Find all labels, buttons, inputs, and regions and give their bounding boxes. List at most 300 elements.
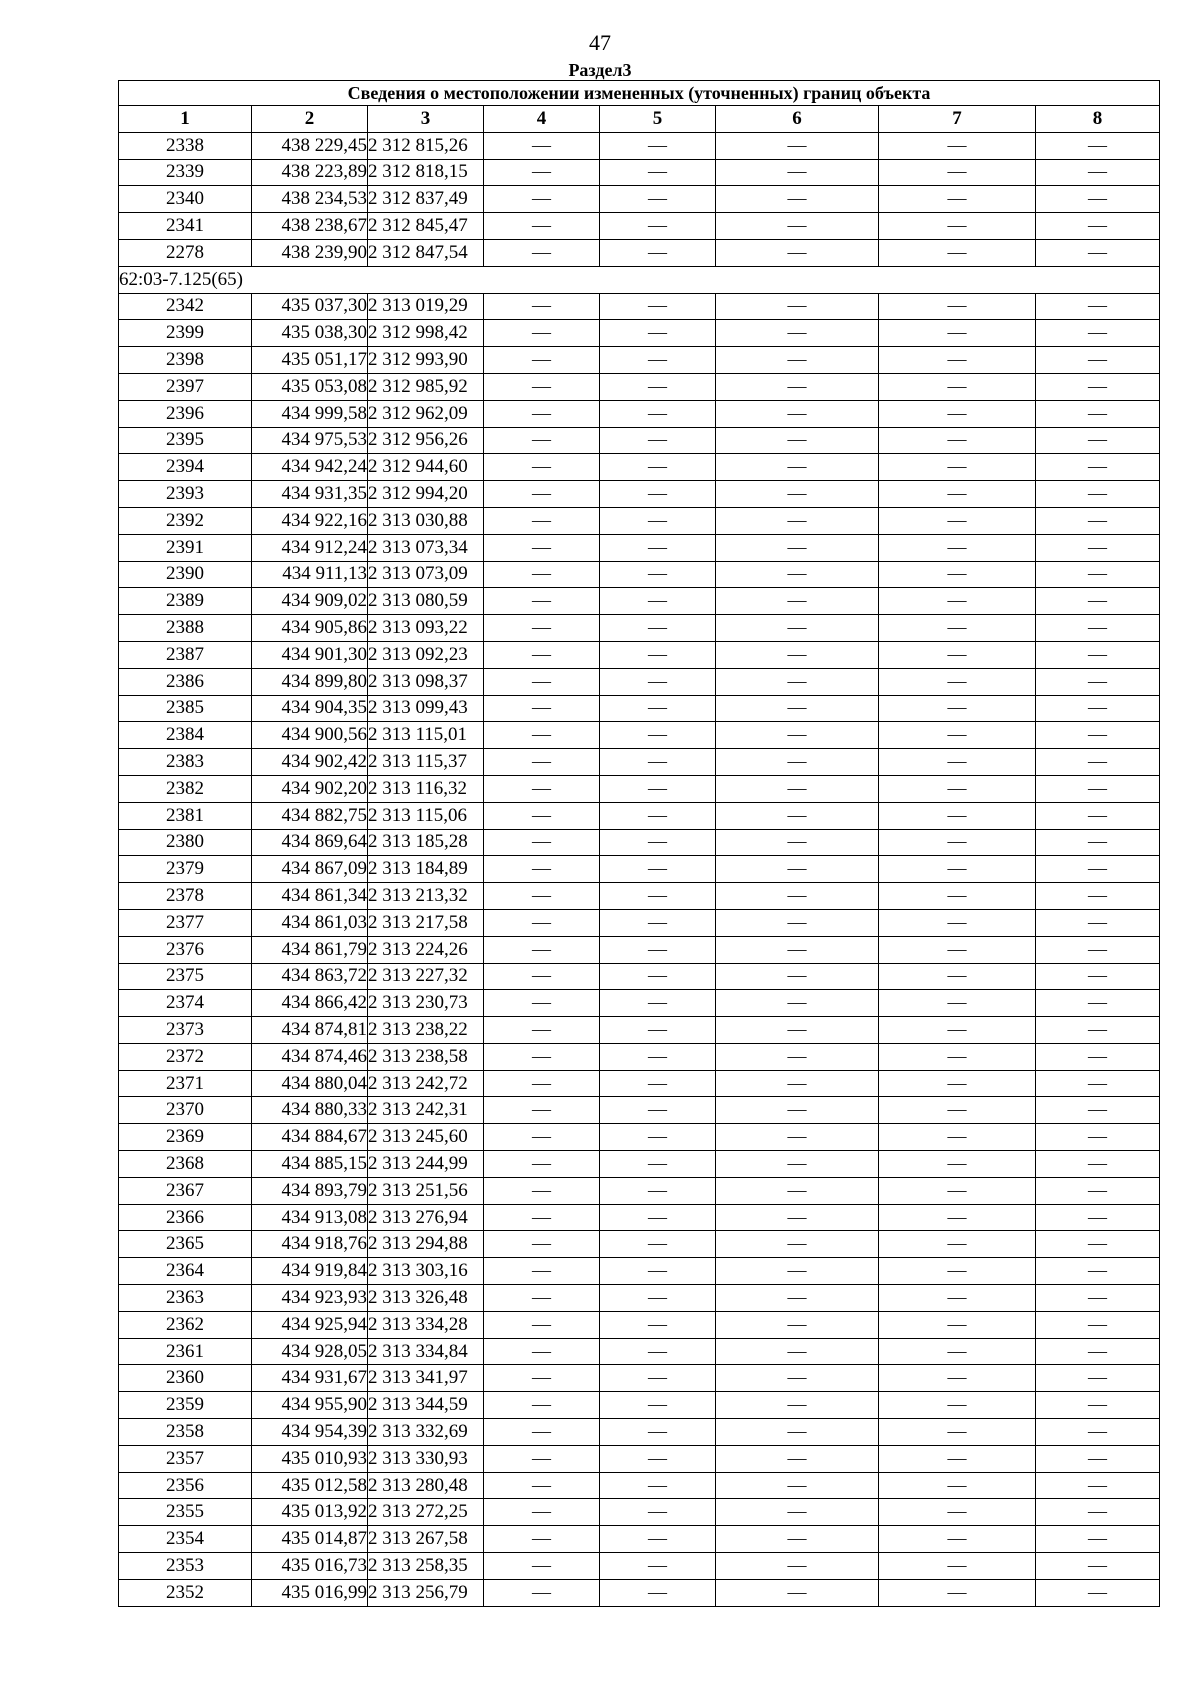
empty-cell: — bbox=[600, 320, 716, 347]
empty-cell: — bbox=[600, 347, 716, 374]
empty-cell: — bbox=[716, 534, 879, 561]
empty-cell: — bbox=[600, 400, 716, 427]
coordinate-x: 434 909,02 bbox=[252, 588, 368, 615]
empty-cell: — bbox=[484, 1177, 600, 1204]
coordinate-y: 2 312 994,20 bbox=[368, 481, 484, 508]
empty-cell: — bbox=[879, 347, 1036, 374]
empty-cell: — bbox=[600, 1392, 716, 1419]
point-number: 2380 bbox=[119, 829, 252, 856]
point-number: 2339 bbox=[119, 159, 252, 186]
coordinate-x: 438 223,89 bbox=[252, 159, 368, 186]
coordinate-x: 434 893,79 bbox=[252, 1177, 368, 1204]
table-row bbox=[119, 159, 1160, 186]
point-number: 2398 bbox=[119, 347, 252, 374]
coordinate-x: 434 902,42 bbox=[252, 749, 368, 776]
coordinate-y: 2 313 115,01 bbox=[368, 722, 484, 749]
empty-cell: — bbox=[600, 1070, 716, 1097]
empty-cell: — bbox=[716, 1231, 879, 1258]
empty-cell: — bbox=[600, 1579, 716, 1606]
empty-cell: — bbox=[879, 1285, 1036, 1312]
coordinate-y: 2 313 245,60 bbox=[368, 1124, 484, 1151]
table-row bbox=[119, 1097, 1160, 1124]
empty-cell: — bbox=[484, 588, 600, 615]
empty-cell: — bbox=[600, 427, 716, 454]
coordinate-x: 434 931,35 bbox=[252, 481, 368, 508]
point-number: 2352 bbox=[119, 1579, 252, 1606]
empty-cell: — bbox=[600, 1526, 716, 1553]
empty-cell: — bbox=[716, 802, 879, 829]
empty-cell: — bbox=[716, 1285, 879, 1312]
empty-cell: — bbox=[484, 1285, 600, 1312]
empty-cell: — bbox=[1036, 722, 1160, 749]
table-row bbox=[119, 829, 1160, 856]
coordinate-x: 435 051,17 bbox=[252, 347, 368, 374]
empty-cell: — bbox=[716, 963, 879, 990]
empty-cell: — bbox=[1036, 1231, 1160, 1258]
point-number: 2366 bbox=[119, 1204, 252, 1231]
empty-cell: — bbox=[716, 909, 879, 936]
empty-cell: — bbox=[879, 1151, 1036, 1178]
empty-cell: — bbox=[879, 775, 1036, 802]
empty-cell: — bbox=[600, 1499, 716, 1526]
coordinate-y: 2 313 267,58 bbox=[368, 1526, 484, 1553]
empty-cell: — bbox=[879, 1419, 1036, 1446]
coordinate-y: 2 313 116,32 bbox=[368, 775, 484, 802]
empty-cell: — bbox=[879, 856, 1036, 883]
coordinate-y: 2 313 244,99 bbox=[368, 1151, 484, 1178]
empty-cell: — bbox=[600, 1017, 716, 1044]
table-row bbox=[119, 454, 1160, 481]
empty-cell: — bbox=[1036, 239, 1160, 266]
table-row bbox=[119, 1499, 1160, 1526]
column-header-6: 6 bbox=[716, 106, 879, 133]
empty-cell: — bbox=[484, 186, 600, 213]
empty-cell: — bbox=[600, 1365, 716, 1392]
table-row bbox=[119, 1258, 1160, 1285]
coordinate-x: 434 882,75 bbox=[252, 802, 368, 829]
point-number: 2364 bbox=[119, 1258, 252, 1285]
coordinate-y: 2 312 993,90 bbox=[368, 347, 484, 374]
coordinate-y: 2 312 998,42 bbox=[368, 320, 484, 347]
empty-cell: — bbox=[600, 1445, 716, 1472]
coordinate-y: 2 313 256,79 bbox=[368, 1579, 484, 1606]
table-row bbox=[119, 347, 1160, 374]
empty-cell: — bbox=[1036, 1017, 1160, 1044]
table-row bbox=[119, 1579, 1160, 1606]
empty-cell: — bbox=[879, 588, 1036, 615]
column-header-7: 7 bbox=[879, 106, 1036, 133]
empty-cell: — bbox=[484, 883, 600, 910]
coordinate-x: 438 238,67 bbox=[252, 213, 368, 240]
coordinate-x: 435 016,73 bbox=[252, 1553, 368, 1580]
empty-cell: — bbox=[600, 186, 716, 213]
empty-cell: — bbox=[1036, 1124, 1160, 1151]
coordinate-y: 2 313 326,48 bbox=[368, 1285, 484, 1312]
empty-cell: — bbox=[600, 1097, 716, 1124]
empty-cell: — bbox=[600, 588, 716, 615]
point-number: 2390 bbox=[119, 561, 252, 588]
coordinate-x: 435 010,93 bbox=[252, 1445, 368, 1472]
empty-cell: — bbox=[879, 1043, 1036, 1070]
coordinate-y: 2 313 242,72 bbox=[368, 1070, 484, 1097]
empty-cell: — bbox=[879, 1365, 1036, 1392]
empty-cell: — bbox=[879, 186, 1036, 213]
empty-cell: — bbox=[484, 1579, 600, 1606]
empty-cell: — bbox=[1036, 1204, 1160, 1231]
coordinate-x: 434 999,58 bbox=[252, 400, 368, 427]
empty-cell: — bbox=[484, 1338, 600, 1365]
point-number: 2340 bbox=[119, 186, 252, 213]
empty-cell: — bbox=[1036, 775, 1160, 802]
empty-cell: — bbox=[879, 1553, 1036, 1580]
coordinate-y: 2 313 251,56 bbox=[368, 1177, 484, 1204]
empty-cell: — bbox=[484, 1043, 600, 1070]
empty-cell: — bbox=[716, 1177, 879, 1204]
empty-cell: — bbox=[600, 829, 716, 856]
point-number: 2392 bbox=[119, 507, 252, 534]
coordinate-y: 2 313 280,48 bbox=[368, 1472, 484, 1499]
table-row bbox=[119, 802, 1160, 829]
coordinate-x: 434 928,05 bbox=[252, 1338, 368, 1365]
empty-cell: — bbox=[716, 213, 879, 240]
empty-cell: — bbox=[716, 775, 879, 802]
empty-cell: — bbox=[1036, 132, 1160, 159]
coordinate-x: 434 869,64 bbox=[252, 829, 368, 856]
empty-cell: — bbox=[879, 213, 1036, 240]
empty-cell: — bbox=[1036, 1365, 1160, 1392]
point-number: 2359 bbox=[119, 1392, 252, 1419]
column-header-4: 4 bbox=[484, 106, 600, 133]
coordinate-y: 2 313 303,16 bbox=[368, 1258, 484, 1285]
point-number: 2360 bbox=[119, 1365, 252, 1392]
empty-cell: — bbox=[600, 883, 716, 910]
coordinate-y: 2 313 092,23 bbox=[368, 641, 484, 668]
empty-cell: — bbox=[600, 802, 716, 829]
empty-cell: — bbox=[600, 1177, 716, 1204]
coordinate-y: 2 313 185,28 bbox=[368, 829, 484, 856]
empty-cell: — bbox=[716, 1204, 879, 1231]
empty-cell: — bbox=[1036, 1151, 1160, 1178]
column-header-5: 5 bbox=[600, 106, 716, 133]
empty-cell: — bbox=[1036, 534, 1160, 561]
empty-cell: — bbox=[484, 1151, 600, 1178]
table-row bbox=[119, 963, 1160, 990]
table-row bbox=[119, 668, 1160, 695]
empty-cell: — bbox=[879, 1445, 1036, 1472]
point-number: 2371 bbox=[119, 1070, 252, 1097]
point-number: 2397 bbox=[119, 373, 252, 400]
coordinate-x: 434 874,46 bbox=[252, 1043, 368, 1070]
point-number: 2338 bbox=[119, 132, 252, 159]
empty-cell: — bbox=[879, 1311, 1036, 1338]
point-number: 2384 bbox=[119, 722, 252, 749]
coordinate-y: 2 313 115,37 bbox=[368, 749, 484, 776]
point-number: 2353 bbox=[119, 1553, 252, 1580]
empty-cell: — bbox=[1036, 749, 1160, 776]
empty-cell: — bbox=[879, 373, 1036, 400]
coordinate-y: 2 313 030,88 bbox=[368, 507, 484, 534]
table-row bbox=[119, 990, 1160, 1017]
empty-cell: — bbox=[879, 320, 1036, 347]
point-number: 2375 bbox=[119, 963, 252, 990]
coordinate-y: 2 313 258,35 bbox=[368, 1553, 484, 1580]
empty-cell: — bbox=[716, 1338, 879, 1365]
coordinate-y: 2 312 944,60 bbox=[368, 454, 484, 481]
empty-cell: — bbox=[716, 1070, 879, 1097]
empty-cell: — bbox=[1036, 1177, 1160, 1204]
coordinate-x: 434 861,34 bbox=[252, 883, 368, 910]
empty-cell: — bbox=[879, 802, 1036, 829]
empty-cell: — bbox=[1036, 159, 1160, 186]
table-row bbox=[119, 1017, 1160, 1044]
empty-cell: — bbox=[484, 990, 600, 1017]
coordinate-y: 2 313 272,25 bbox=[368, 1499, 484, 1526]
empty-cell: — bbox=[600, 159, 716, 186]
empty-cell: — bbox=[879, 481, 1036, 508]
empty-cell: — bbox=[716, 641, 879, 668]
empty-cell: — bbox=[879, 695, 1036, 722]
empty-cell: — bbox=[600, 1338, 716, 1365]
coordinate-x: 434 863,72 bbox=[252, 963, 368, 990]
table-row bbox=[119, 1472, 1160, 1499]
coordinate-x: 434 904,35 bbox=[252, 695, 368, 722]
empty-cell: — bbox=[484, 695, 600, 722]
empty-cell: — bbox=[484, 159, 600, 186]
empty-cell: — bbox=[484, 1365, 600, 1392]
coordinate-y: 2 313 217,58 bbox=[368, 909, 484, 936]
coordinate-y: 2 313 093,22 bbox=[368, 615, 484, 642]
coordinate-x: 435 053,08 bbox=[252, 373, 368, 400]
coordinate-x: 434 900,56 bbox=[252, 722, 368, 749]
coordinate-x: 434 912,24 bbox=[252, 534, 368, 561]
table-row bbox=[119, 615, 1160, 642]
point-number: 2363 bbox=[119, 1285, 252, 1312]
empty-cell: — bbox=[879, 641, 1036, 668]
empty-cell: — bbox=[484, 1553, 600, 1580]
empty-cell: — bbox=[879, 615, 1036, 642]
empty-cell: — bbox=[600, 936, 716, 963]
empty-cell: — bbox=[879, 293, 1036, 320]
table-row bbox=[119, 213, 1160, 240]
coordinate-y: 2 312 837,49 bbox=[368, 186, 484, 213]
empty-cell: — bbox=[1036, 427, 1160, 454]
empty-cell: — bbox=[484, 132, 600, 159]
empty-cell: — bbox=[600, 722, 716, 749]
table-row bbox=[119, 775, 1160, 802]
empty-cell: — bbox=[716, 427, 879, 454]
empty-cell: — bbox=[1036, 507, 1160, 534]
empty-cell: — bbox=[1036, 615, 1160, 642]
empty-cell: — bbox=[484, 320, 600, 347]
coordinate-x: 438 229,45 bbox=[252, 132, 368, 159]
empty-cell: — bbox=[1036, 990, 1160, 1017]
coordinate-x: 434 918,76 bbox=[252, 1231, 368, 1258]
table-row bbox=[119, 373, 1160, 400]
empty-cell: — bbox=[484, 963, 600, 990]
coordinate-y: 2 312 815,26 bbox=[368, 132, 484, 159]
empty-cell: — bbox=[1036, 963, 1160, 990]
empty-cell: — bbox=[879, 1338, 1036, 1365]
empty-cell: — bbox=[484, 427, 600, 454]
coordinate-y: 2 313 242,31 bbox=[368, 1097, 484, 1124]
table-row bbox=[119, 293, 1160, 320]
coordinate-x: 434 931,67 bbox=[252, 1365, 368, 1392]
empty-cell: — bbox=[484, 1097, 600, 1124]
coordinate-x: 434 923,93 bbox=[252, 1285, 368, 1312]
empty-cell: — bbox=[879, 239, 1036, 266]
empty-cell: — bbox=[879, 1177, 1036, 1204]
coordinate-x: 435 016,99 bbox=[252, 1579, 368, 1606]
point-number: 2374 bbox=[119, 990, 252, 1017]
empty-cell: — bbox=[1036, 588, 1160, 615]
coordinate-y: 2 313 115,06 bbox=[368, 802, 484, 829]
table-row bbox=[119, 132, 1160, 159]
empty-cell: — bbox=[600, 213, 716, 240]
empty-cell: — bbox=[879, 159, 1036, 186]
empty-cell: — bbox=[484, 1311, 600, 1338]
empty-cell: — bbox=[716, 1124, 879, 1151]
empty-cell: — bbox=[716, 1419, 879, 1446]
empty-cell: — bbox=[716, 1258, 879, 1285]
empty-cell: — bbox=[600, 293, 716, 320]
point-number: 2365 bbox=[119, 1231, 252, 1258]
coordinate-x: 438 234,53 bbox=[252, 186, 368, 213]
empty-cell: — bbox=[879, 749, 1036, 776]
empty-cell: — bbox=[484, 722, 600, 749]
empty-cell: — bbox=[1036, 1285, 1160, 1312]
empty-cell: — bbox=[484, 856, 600, 883]
coordinate-y: 2 313 276,94 bbox=[368, 1204, 484, 1231]
coordinate-y: 2 313 332,69 bbox=[368, 1419, 484, 1446]
empty-cell: — bbox=[484, 561, 600, 588]
empty-cell: — bbox=[600, 1553, 716, 1580]
empty-cell: — bbox=[1036, 320, 1160, 347]
point-number: 2373 bbox=[119, 1017, 252, 1044]
point-number: 2378 bbox=[119, 883, 252, 910]
coordinate-x: 438 239,90 bbox=[252, 239, 368, 266]
empty-cell: — bbox=[600, 507, 716, 534]
empty-cell: — bbox=[484, 1017, 600, 1044]
empty-cell: — bbox=[879, 909, 1036, 936]
empty-cell: — bbox=[484, 239, 600, 266]
coordinate-y: 2 312 845,47 bbox=[368, 213, 484, 240]
table-row bbox=[119, 1392, 1160, 1419]
empty-cell: — bbox=[716, 829, 879, 856]
table-row bbox=[119, 936, 1160, 963]
table-row bbox=[119, 722, 1160, 749]
table-head bbox=[119, 81, 1160, 133]
point-number: 2368 bbox=[119, 1151, 252, 1178]
table-row bbox=[119, 239, 1160, 266]
table-row bbox=[119, 534, 1160, 561]
empty-cell: — bbox=[484, 1526, 600, 1553]
point-number: 2395 bbox=[119, 427, 252, 454]
coordinate-x: 435 014,87 bbox=[252, 1526, 368, 1553]
empty-cell: — bbox=[879, 400, 1036, 427]
empty-cell: — bbox=[879, 1204, 1036, 1231]
empty-cell: — bbox=[484, 615, 600, 642]
table-row bbox=[119, 883, 1160, 910]
point-number: 2389 bbox=[119, 588, 252, 615]
coordinate-y: 2 313 099,43 bbox=[368, 695, 484, 722]
empty-cell: — bbox=[716, 749, 879, 776]
empty-cell: — bbox=[484, 749, 600, 776]
coordinate-y: 2 312 985,92 bbox=[368, 373, 484, 400]
empty-cell: — bbox=[879, 1258, 1036, 1285]
empty-cell: — bbox=[716, 132, 879, 159]
empty-cell: — bbox=[600, 1285, 716, 1312]
empty-cell: — bbox=[879, 132, 1036, 159]
empty-cell: — bbox=[600, 1258, 716, 1285]
empty-cell: — bbox=[716, 695, 879, 722]
empty-cell: — bbox=[600, 1231, 716, 1258]
empty-cell: — bbox=[716, 856, 879, 883]
empty-cell: — bbox=[879, 963, 1036, 990]
point-number: 2379 bbox=[119, 856, 252, 883]
coordinate-x: 434 975,53 bbox=[252, 427, 368, 454]
empty-cell: — bbox=[600, 1204, 716, 1231]
empty-cell: — bbox=[600, 534, 716, 561]
empty-cell: — bbox=[484, 400, 600, 427]
coordinate-y: 2 313 330,93 bbox=[368, 1445, 484, 1472]
empty-cell: — bbox=[600, 373, 716, 400]
empty-cell: — bbox=[484, 293, 600, 320]
table-row bbox=[119, 561, 1160, 588]
empty-cell: — bbox=[716, 400, 879, 427]
table-body bbox=[119, 132, 1160, 1606]
point-number: 2376 bbox=[119, 936, 252, 963]
table-row bbox=[119, 1124, 1160, 1151]
coordinate-x: 434 942,24 bbox=[252, 454, 368, 481]
empty-cell: — bbox=[716, 239, 879, 266]
empty-cell: — bbox=[1036, 400, 1160, 427]
empty-cell: — bbox=[716, 481, 879, 508]
empty-cell: — bbox=[879, 883, 1036, 910]
empty-cell: — bbox=[879, 561, 1036, 588]
empty-cell: — bbox=[1036, 1338, 1160, 1365]
empty-cell: — bbox=[716, 1043, 879, 1070]
empty-cell: — bbox=[600, 239, 716, 266]
empty-cell: — bbox=[716, 668, 879, 695]
coordinate-x: 434 913,08 bbox=[252, 1204, 368, 1231]
empty-cell: — bbox=[879, 990, 1036, 1017]
table-row bbox=[119, 1419, 1160, 1446]
empty-cell: — bbox=[484, 1419, 600, 1446]
table-row bbox=[119, 320, 1160, 347]
column-header-2: 2 bbox=[252, 106, 368, 133]
empty-cell: — bbox=[716, 293, 879, 320]
empty-cell: — bbox=[1036, 1472, 1160, 1499]
point-number: 2362 bbox=[119, 1311, 252, 1338]
point-number: 2387 bbox=[119, 641, 252, 668]
table-row bbox=[119, 481, 1160, 508]
empty-cell: — bbox=[716, 936, 879, 963]
empty-cell: — bbox=[484, 641, 600, 668]
empty-cell: — bbox=[1036, 186, 1160, 213]
empty-cell: — bbox=[600, 1151, 716, 1178]
coordinate-x: 434 902,20 bbox=[252, 775, 368, 802]
coordinate-x: 434 867,09 bbox=[252, 856, 368, 883]
point-number: 2356 bbox=[119, 1472, 252, 1499]
empty-cell: — bbox=[879, 1472, 1036, 1499]
empty-cell: — bbox=[716, 615, 879, 642]
empty-cell: — bbox=[1036, 829, 1160, 856]
point-number: 2393 bbox=[119, 481, 252, 508]
point-number: 2383 bbox=[119, 749, 252, 776]
empty-cell: — bbox=[484, 909, 600, 936]
point-number: 2372 bbox=[119, 1043, 252, 1070]
point-number: 2367 bbox=[119, 1177, 252, 1204]
